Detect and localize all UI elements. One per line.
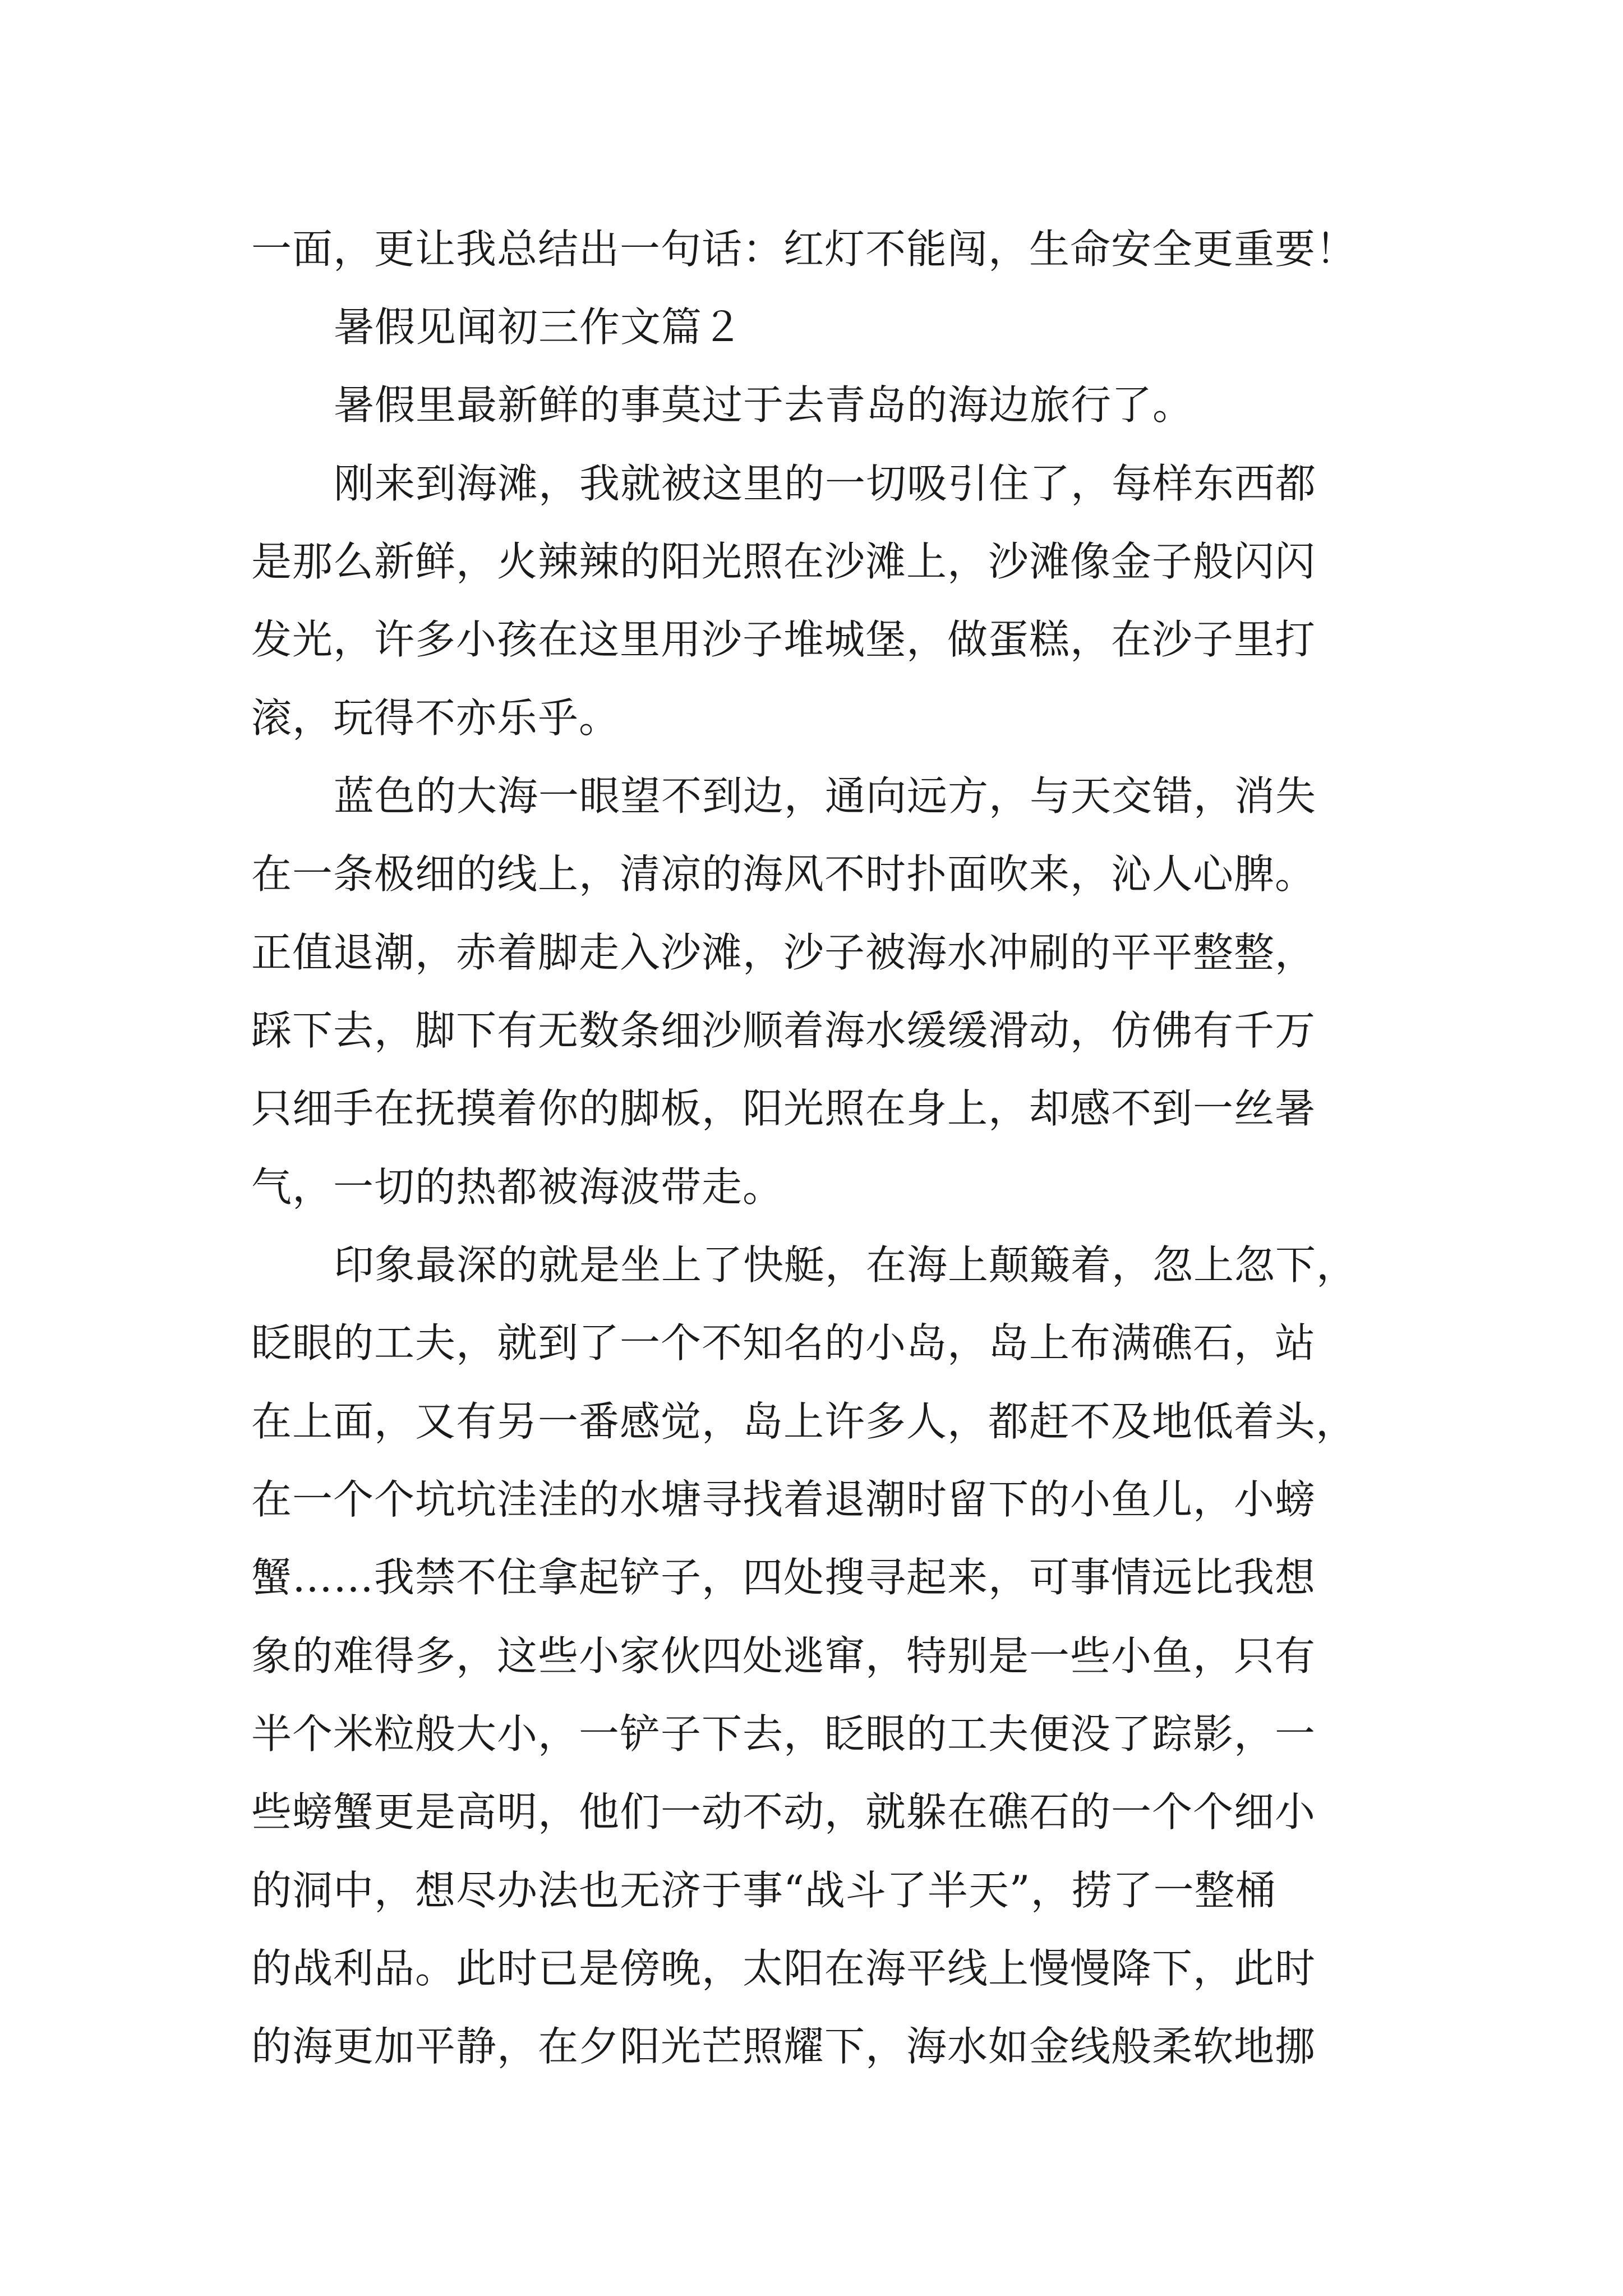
- paragraph-line: 些螃蟹更是高明，他们一动不动，就躲在礁石的一个个细小: [251, 1788, 1316, 1835]
- paragraph-line: 发光，许多小孩在这里用沙子堆城堡，做蛋糕，在沙子里打: [251, 616, 1316, 663]
- paragraph-line: 只细手在抚摸着你的脚板，阳光照在身上，却感不到一丝暑: [251, 1085, 1316, 1132]
- paragraph-line: 蓝色的大海一眼望不到边，通向远方，与天交错，消失: [334, 772, 1317, 820]
- paragraph-line: 的海更加平静，在夕阳光芒照耀下，海水如金线般柔软地挪: [251, 2023, 1316, 2070]
- paragraph-line: 滚，玩得不亦乐乎。: [251, 694, 620, 742]
- section-heading: 暑假见闻初三作文篇２: [334, 303, 744, 351]
- paragraph-line: 在一条极细的线上，清凉的海风不时扑面吹来，沁人心脾。: [251, 850, 1316, 898]
- paragraph-line: 刚来到海滩，我就被这里的一切吸引住了，每样东西都: [334, 460, 1317, 507]
- paragraph-line: 印象最深的就是坐上了快艇，在海上颠簸着，忽上忽下，: [334, 1241, 1358, 1289]
- paragraph-line: 眨眼的工夫，就到了一个不知名的小岛，岛上布满礁石，站: [251, 1319, 1316, 1366]
- paragraph-line: 象的难得多，这些小家伙四处逃窜，特别是一些小鱼，只有: [251, 1632, 1316, 1680]
- paragraph-line: 的洞中，想尽办法也无济于事“战斗了半天”，捞了一整桶: [251, 1867, 1276, 1914]
- text-line: 一面，更让我总结出一句话：红灯不能闯，生命安全更重要！: [251, 226, 1357, 273]
- paragraph-line: 气，一切的热都被海波带走。: [251, 1163, 784, 1211]
- paragraph-line: 半个米粒般大小，一铲子下去，眨眼的工夫便没了踪影，一: [251, 1710, 1316, 1757]
- paragraph-line: 蟹……我禁不住拿起铲子，四处搜寻起来，可事情远比我想: [251, 1554, 1316, 1601]
- paragraph-line: 是那么新鲜，火辣辣的阳光照在沙滩上，沙滩像金子般闪闪: [251, 538, 1316, 585]
- paragraph-line: 在上面，又有另一番感觉，岛上许多人，都赶不及地低着头，: [251, 1398, 1357, 1445]
- paragraph-line: 暑假里最新鲜的事莫过于去青岛的海边旅行了。: [334, 381, 1194, 429]
- paragraph-line: 的战利品。此时已是傍晚，太阳在海平线上慢慢降下，此时: [251, 1945, 1316, 1992]
- paragraph-line: 在一个个坑坑洼洼的水塘寻找着退潮时留下的小鱼儿，小螃: [251, 1476, 1316, 1523]
- paragraph-line: 踩下去，脚下有无数条细沙顺着海水缓缓滑动，仿佛有千万: [251, 1007, 1316, 1054]
- paragraph-line: 正值退潮，赤着脚走入沙滩，沙子被海水冲刷的平平整整，: [251, 929, 1316, 976]
